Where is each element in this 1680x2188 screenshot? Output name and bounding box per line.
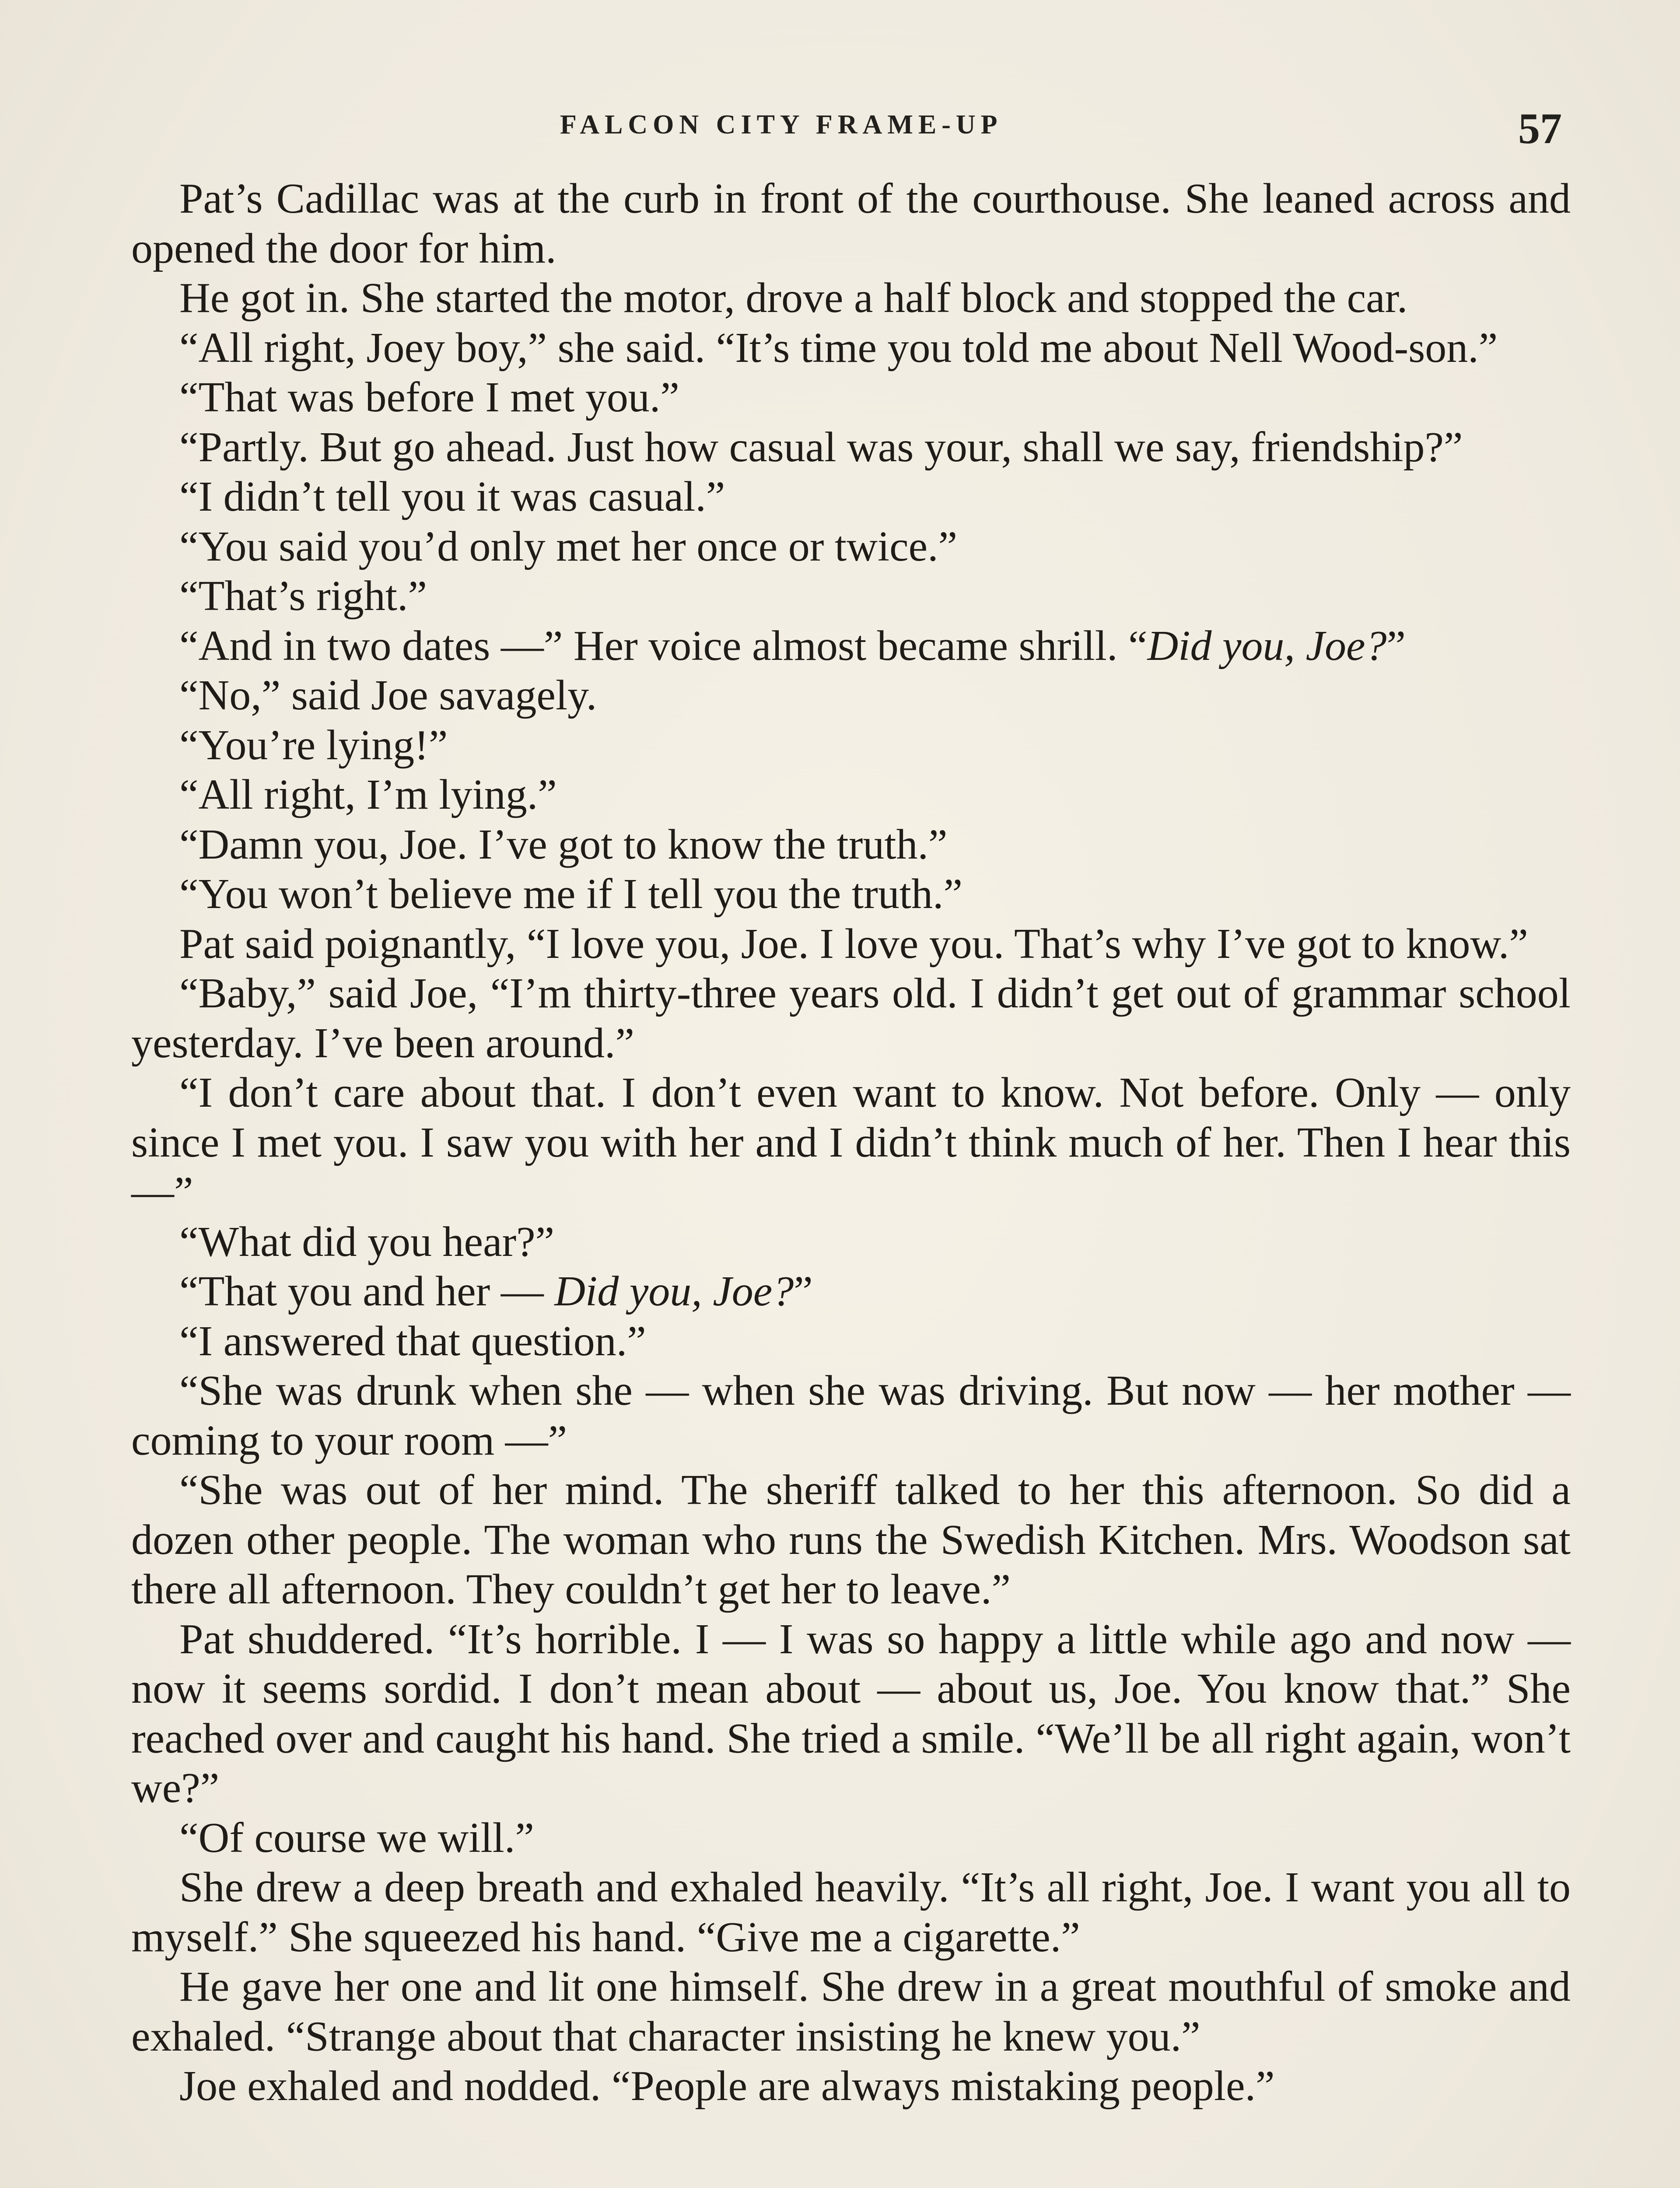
paragraph: “Baby,” said Joe, “I’m thirty-three years old. I didn’t get out of grammar school yesterday. I’ve been around.” xyxy=(131,970,1571,1067)
paragraph: “I didn’t tell you it was casual.” xyxy=(179,473,725,520)
paragraph: He gave her one and lit one himself. She drew in a great mouthful of smoke and exhaled. “Strange about that character insisting he knew you.” xyxy=(131,1963,1571,2060)
paragraph: “All right, I’m lying.” xyxy=(179,771,557,818)
paragraph: “You’re lying!” xyxy=(179,721,448,769)
paragraph: “Damn you, Joe. I’ve got to know the truth.” xyxy=(179,820,948,868)
paragraph: “That’s right.” xyxy=(179,572,427,620)
page-number: 57 xyxy=(1518,104,1562,153)
paragraph: “What did you hear?” xyxy=(179,1218,555,1266)
running-header: FALCON CITY FRAME-UP xyxy=(560,110,1003,140)
paragraph-text-end: ” xyxy=(794,1268,813,1315)
paragraph: “I don’t care about that. I don’t even want to know. Not before. Only — only since I met you. I saw you with her and I didn’t think much of her. Then I hear this —” xyxy=(131,1069,1571,1216)
paragraph: Pat said poignantly, “I love you, Joe. I love you. That’s why I’ve got to know.” xyxy=(179,920,1528,968)
paragraph: “She was drunk when she — when she was driving. But now — her mother — coming to your room —” xyxy=(131,1367,1571,1464)
paragraph: “No,” said Joe savagely. xyxy=(179,672,597,719)
paragraph-text-end: ” xyxy=(1386,622,1406,670)
paragraph: “You said you’d only met her once or twice.” xyxy=(179,522,958,570)
paragraph-text: “That you and her — xyxy=(179,1268,555,1315)
italic-emphasis: Did you, Joe? xyxy=(1147,622,1387,670)
paragraph: Pat’s Cadillac was at the curb in front of the courthouse. She leaned across and opened the door for him. xyxy=(131,175,1571,272)
paragraph: “Of course we will.” xyxy=(179,1814,534,1862)
paragraph: “Partly. But go ahead. Just how casual was your, shall we say, friendship?” xyxy=(179,423,1463,471)
paragraph: Joe exhaled and nodded. “People are always mistaking people.” xyxy=(179,2062,1275,2110)
paragraph: “You won’t believe me if I tell you the truth.” xyxy=(179,870,962,918)
paragraph: She drew a deep breath and exhaled heavily. “It’s all right, Joe. I want you all to myself.” She squeezed his hand. “Give me a cigarette.” xyxy=(131,1864,1571,1961)
paragraph xyxy=(131,621,1571,671)
paragraph: “All right, Joey boy,” she said. “It’s time you told me about Nell Wood-son.” xyxy=(179,324,1498,372)
paragraph: Pat shuddered. “It’s horrible. I — I was so happy a little while ago and now — now it seems sordid. I don’t mean about — about us, Joe. You know that.” She reached over and caught his hand. She tried a smile. “We’ll be all right again, won’t we?” xyxy=(131,1615,1571,1812)
paragraph xyxy=(131,1267,1571,1317)
italic-emphasis: Did you, Joe? xyxy=(554,1268,794,1315)
paragraph-text: “And in two dates —” Her voice almost became shrill. “ xyxy=(179,622,1148,670)
paragraph: “That was before I met you.” xyxy=(179,374,679,421)
paragraph: “She was out of her mind. The sheriff talked to her this afternoon. So did a dozen other people. The woman who runs the Swedish Kitchen. Mrs. Woodson sat there all afternoon. They couldn’t get her to leave.” xyxy=(131,1466,1571,1613)
paragraph: “I answered that question.” xyxy=(179,1317,646,1365)
paragraph: He got in. She started the motor, drove a half block and stopped the car. xyxy=(179,274,1408,322)
body-text xyxy=(131,174,1571,2111)
